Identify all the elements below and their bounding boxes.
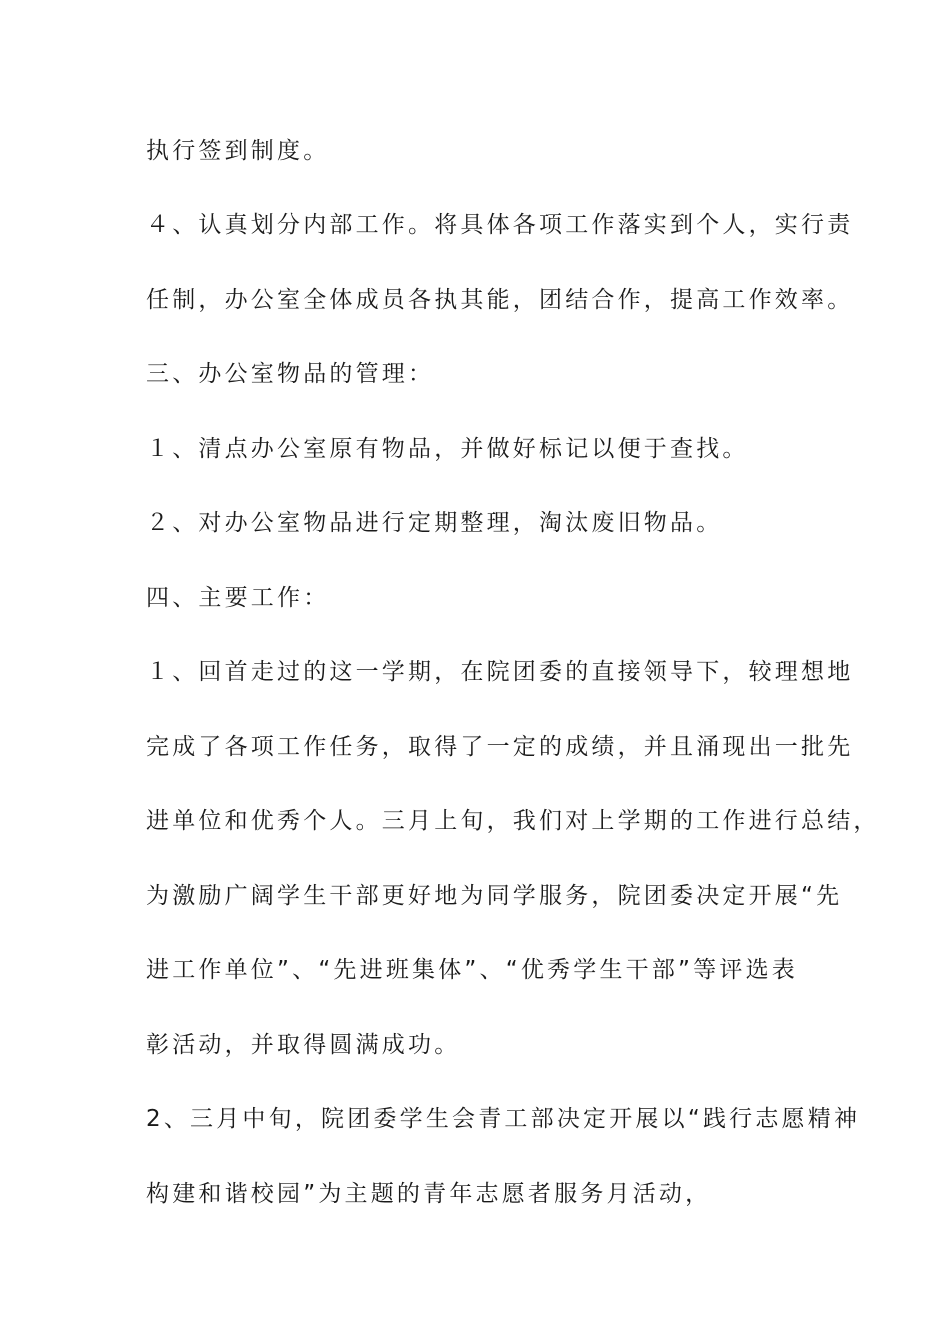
text-line: 任制，办公室全体成员各执其能，团结合作，提高工作效率。	[146, 287, 854, 313]
text-line: ２、对办公室物品进行定期整理，淘汰废旧物品。	[146, 510, 723, 536]
text-line: 构建和谐校园”为主题的青年志愿者服务月活动，	[146, 1181, 712, 1207]
text-line: 执行签到制度。	[146, 138, 330, 164]
text-line: １、清点办公室原有物品，并做好标记以便于查找。	[146, 436, 749, 462]
section-heading: 四、主要工作：	[146, 585, 330, 611]
text-line: ４、认真划分内部工作。将具体各项工作落实到个人，实行责	[146, 212, 854, 238]
text-line: １、回首走过的这一学期，在院团委的直接领导下，较理想地	[146, 659, 854, 685]
text-line: 2、三月中旬，院团委学生会青工部决定开展以“践行志愿精神	[146, 1106, 861, 1132]
text-line: 进工作单位”、“先进班集体”、“优秀学生干部”等评选表	[146, 957, 798, 983]
section-heading: 三、办公室物品的管理：	[146, 361, 435, 387]
text-line: 彰活动，并取得圆满成功。	[146, 1032, 461, 1058]
text-line: 完成了各项工作任务，取得了一定的成绩，并且涌现出一批先	[146, 734, 854, 760]
text-line: 进单位和优秀个人。三月上旬，我们对上学期的工作进行总结，	[146, 808, 880, 834]
text-line: 为激励广阔学生干部更好地为同学服务，院团委决定开展“先	[146, 883, 843, 909]
